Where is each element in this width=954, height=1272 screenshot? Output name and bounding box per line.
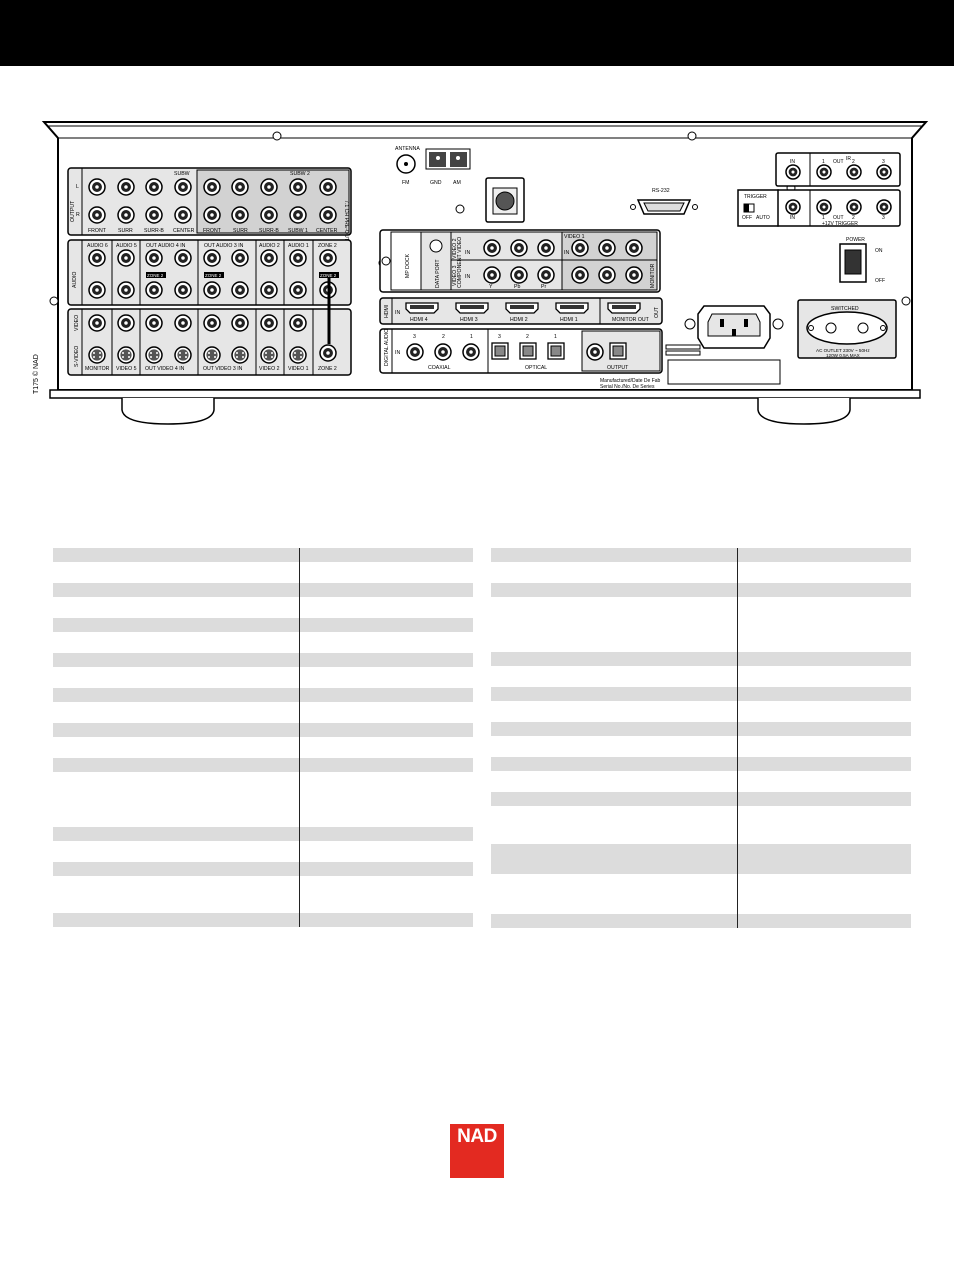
comp-pb-label: Pb [514,284,521,290]
ir-out-jack[interactable] [877,165,891,179]
table-row [491,687,911,701]
table-row [53,688,473,702]
ir-in-jack[interactable] [786,165,800,179]
center2-label: CENTER [316,228,338,234]
header-bar [0,0,954,66]
optical-port[interactable] [610,343,626,359]
zone2-tag-a: ZONE 2 [147,272,164,278]
s-video-jack[interactable] [89,347,105,363]
ir-num-2: 2 [852,159,855,165]
component-jack[interactable] [484,240,500,256]
rca-jack[interactable] [89,250,105,266]
opt-num-1: 1 [554,334,557,340]
table-row [491,701,911,722]
left-label: L [76,184,79,190]
ir-label: IR [846,156,851,162]
trigger-out-label: OUT [833,215,844,221]
out-video3-in-label: OUT VIDEO 3 IN [203,366,243,372]
rca-jack[interactable] [232,250,248,266]
component-jack[interactable] [538,240,554,256]
ir-out-label: OUT [833,159,844,165]
hdmi-port[interactable] [506,303,538,313]
rs232-label: RS-232 [652,188,670,194]
power-off-label: OFF [875,278,885,284]
zone2-tag-c: ZONE 2 [320,272,337,278]
trigger-num-1: 1 [822,215,825,221]
table-row [491,583,911,597]
component-jack[interactable] [511,267,527,283]
digital-audio-label: DIGITAL AUDIO [384,328,390,366]
coax-num-3: 3 [413,334,416,340]
rca-jack[interactable] [146,282,162,298]
component-jack[interactable] [572,267,588,283]
rca-jack[interactable] [261,315,277,331]
component-jack[interactable] [511,240,527,256]
ir-out-jack[interactable] [847,165,861,179]
hdmi-port[interactable] [608,303,640,313]
table-row [53,772,473,827]
coaxial-label: COAXIAL [428,365,451,371]
model-code: T175 © NAD [33,354,40,394]
antenna-label: ANTENNA [395,146,420,152]
rca-jack[interactable] [175,250,191,266]
hdmi-in-label: IN [395,310,401,316]
surr2-label: SURR [233,228,248,234]
trigger-num-3: 3 [882,215,885,221]
ir-num-3: 3 [882,159,885,165]
spec-table-left [53,548,473,927]
component-jack[interactable] [484,267,500,283]
rca-jack[interactable] [320,179,336,195]
s-video-jack[interactable] [232,347,248,363]
right-label: R [76,212,80,218]
switched-line1: AC OUTLET 230V ~ 50Hz [816,348,870,353]
rca-jack[interactable] [204,315,220,331]
rca-jack[interactable] [290,179,306,195]
table-row [53,841,473,862]
rca-jack[interactable] [204,282,220,298]
table-row [53,667,473,688]
table-row [53,862,473,876]
fm-label: FM [402,180,410,186]
surrb2-label: SURR-B [259,228,279,234]
out-video4-in-label: OUT VIDEO 4 IN [145,366,185,372]
trigger-auto-label: AUTO [756,215,770,221]
rca-jack[interactable] [118,282,134,298]
s-video-jack[interactable] [118,347,134,363]
rca-jack[interactable] [175,207,191,223]
coax-num-1: 1 [470,334,473,340]
rca-jack[interactable] [118,315,134,331]
rca-jack[interactable] [89,282,105,298]
ir-num-1: 1 [822,159,825,165]
trigger-in-jack[interactable] [786,200,800,214]
hdmi-port[interactable] [456,303,488,313]
table-row [491,722,911,736]
hdmi-port[interactable] [556,303,588,313]
rca-jack[interactable] [261,207,277,223]
front2-label: FRONT [203,228,221,234]
rca-jack[interactable] [146,179,162,195]
audio5-label: AUDIO 5 [116,243,137,249]
trigger-out-jack[interactable] [847,200,861,214]
table-row [53,618,473,632]
hdmi-port-label: HDMI 2 [510,317,528,323]
rca-jack[interactable] [320,345,336,361]
comp-video1-label: VIDEO 1 [564,234,585,240]
surrb-label: SURR-B [144,228,164,234]
table-row [491,874,911,914]
component-jack[interactable] [626,240,642,256]
ir-out-jack[interactable] [817,165,831,179]
output-label: OUTPUT [70,200,76,222]
table-row [491,666,911,687]
rca-jack[interactable] [261,282,277,298]
plus12v-trigger-label: +12V TRIGGER [822,221,858,227]
hdmi-label: HDMI [384,304,390,318]
table-row [491,771,911,792]
video1-label: VIDEO 1 [288,366,309,372]
mp-dock-label: MP DOCK [405,253,411,278]
hdmi-port-label: HDMI 1 [560,317,578,323]
table-row [53,653,473,667]
comp-in-label-b: IN [465,274,471,280]
manufactured-line1: Manufactured/Date De Fab [600,378,661,384]
s-video-jack[interactable] [175,347,191,363]
table-row [491,736,911,757]
opt-num-2: 2 [526,334,529,340]
table-row [491,562,911,583]
table-row [53,583,473,597]
video5-label: VIDEO 5 [116,366,137,372]
subw1-label: SUBW 1 [288,228,308,234]
trigger-off-label: OFF [742,215,752,221]
audio2-label: AUDIO 2 [259,243,280,249]
switched-line2: 120W 0.5A MAX [826,353,860,358]
table-row [491,548,911,562]
monitor-video-label: MONITOR [85,366,110,372]
coaxial-output-jack[interactable] [587,344,603,360]
digital-in-label: IN [395,350,401,356]
s-video-jack[interactable] [290,347,306,363]
rca-jack[interactable] [146,315,162,331]
rca-jack[interactable] [175,179,191,195]
table-row [491,652,911,666]
table-row [53,723,473,737]
am-label: AM [453,180,461,186]
optical-port[interactable] [548,343,564,359]
table-row [491,597,911,652]
audio-label: AUDIO [72,271,78,288]
comp-pr-label: Pr [541,284,547,290]
zone2-bottom-label: ZONE 2 [318,366,337,372]
hdmi-port-label: MONITOR OUT [612,317,649,323]
video-label: VIDEO [74,314,80,331]
trigger-out-jack[interactable] [877,200,891,214]
component-jack[interactable] [626,267,642,283]
table-row [53,737,473,758]
table-row [53,597,473,618]
rca-jack[interactable] [146,250,162,266]
component-jack[interactable] [538,267,554,283]
video2-label: VIDEO 2 [259,366,280,372]
table-row [53,827,473,841]
rca-jack[interactable] [290,207,306,223]
rca-jack[interactable] [232,207,248,223]
data-port-label: DATA PORT [435,259,441,288]
rca-jack[interactable] [118,179,134,195]
optical-label: OPTICAL [525,365,548,371]
surr-label: SURR [118,228,133,234]
rca-jack[interactable] [261,179,277,195]
rca-jack[interactable] [118,207,134,223]
power-on-label: ON [875,248,883,254]
out-audio3-in-label: OUT AUDIO 3 IN [204,243,244,249]
power-label: POWER [846,237,865,243]
rca-jack[interactable] [204,207,220,223]
audio6-label: AUDIO 6 [87,243,108,249]
ir-in-label: IN [790,159,795,165]
s-video-jack[interactable] [204,347,220,363]
comp-y-label: Y [489,284,493,290]
table-row [53,758,473,772]
hdmi-port[interactable] [406,303,438,313]
manufactured-line2: Serial No./No. De Series [600,384,655,390]
rca-jack[interactable] [290,315,306,331]
rca-jack[interactable] [175,315,191,331]
rca-jack[interactable] [89,315,105,331]
rear-panel-diagram [33,118,930,430]
rca-jack[interactable] [261,250,277,266]
trigger-num-2: 2 [852,215,855,221]
table-row [53,876,473,913]
s-video-jack[interactable] [261,347,277,363]
comp-in-label-a: IN [465,250,471,256]
trigger-out-jack[interactable] [817,200,831,214]
table-row [53,913,473,927]
hdmi-port-label: HDMI 3 [460,317,478,323]
coaxial-jack[interactable] [407,344,423,360]
coaxial-jack[interactable] [435,344,451,360]
table-row [491,792,911,806]
comp-in-label-c: IN [564,250,570,256]
front-label: FRONT [88,228,106,234]
switched-label: SWITCHED [831,306,859,312]
trigger-label: TRIGGER [744,194,767,200]
svideo-label: S-VIDEO [74,345,80,367]
subw2-label: SUBW 2 [290,171,310,177]
opt-num-3: 3 [498,334,501,340]
nad-logo-text: NAD [457,1126,497,1147]
rca-jack[interactable] [290,282,306,298]
table-row [53,702,473,723]
coaxial-jack[interactable] [463,344,479,360]
component-video-label: COMPONENT VIDEO [457,236,463,288]
rca-jack[interactable] [175,282,191,298]
table-row [53,562,473,583]
component-jack[interactable] [572,240,588,256]
rca-jack[interactable] [118,250,134,266]
rca-jack[interactable] [89,179,105,195]
table-row [491,914,911,928]
table-row [491,757,911,771]
comp-video3-label: VIDEO 3 [452,265,458,286]
rca-jack[interactable] [232,315,248,331]
hdmi-out-label: OUT [654,307,660,318]
nad-logo [450,1124,504,1178]
rca-jack[interactable] [320,207,336,223]
comp-video2-label: VIDEO 2 [452,238,458,259]
digital-output-label: OUTPUT [607,365,629,371]
out-audio4-in-label: OUT AUDIO 4 IN [146,243,186,249]
center-label: CENTER [173,228,195,234]
audio1-label: AUDIO 1 [288,243,309,249]
rca-jack[interactable] [146,207,162,223]
comp-monitor-label: MONITOR [650,263,656,288]
s-video-jack[interactable] [146,347,162,363]
preout-label: 7.1 CH PRE-OUT [343,200,349,241]
table-row [53,548,473,562]
component-jack[interactable] [599,240,615,256]
optical-port[interactable] [492,343,508,359]
optical-port[interactable] [520,343,536,359]
table-row [53,632,473,653]
rca-jack[interactable] [232,282,248,298]
rca-jack[interactable] [204,179,220,195]
zone2-top-label: ZONE 2 [318,243,337,249]
rca-jack[interactable] [204,250,220,266]
table-row [491,806,911,844]
rca-jack[interactable] [290,250,306,266]
rca-jack[interactable] [232,179,248,195]
gnd-label: GND [430,180,442,186]
component-jack[interactable] [599,267,615,283]
trigger-in-label: IN [790,215,795,221]
zone2-tag-b: ZONE 2 [205,272,222,278]
rca-jack[interactable] [89,207,105,223]
spec-table-right [491,548,911,928]
hdmi-port-label: HDMI 4 [410,317,428,323]
rca-jack[interactable] [320,250,336,266]
subw-label: SUBW [174,171,190,177]
coax-num-2: 2 [442,334,445,340]
table-row [491,844,911,874]
